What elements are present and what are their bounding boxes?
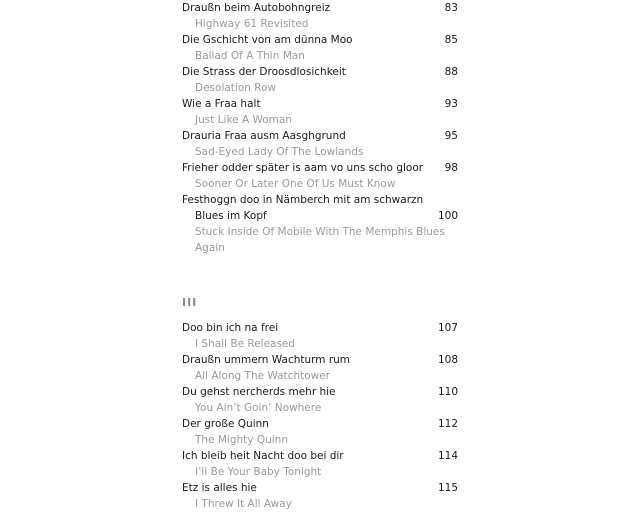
toc-entry-title-row: [182, 0, 458, 16]
toc-entry-title: Wie a Fraa halt: [182, 98, 261, 110]
toc-entry-title-line2: Blues im Kopf: [195, 210, 267, 222]
toc-entry[interactable]: [182, 32, 458, 64]
toc-entry-title-row: [182, 128, 458, 144]
toc-entry[interactable]: [182, 480, 458, 512]
toc-entry-title: Die Gschicht von am dünna Moo: [182, 34, 353, 46]
toc-entry-original-title: I Shall Be Released: [195, 338, 296, 350]
toc-entry-original-title: The Mighty Quinn: [195, 434, 288, 446]
toc-entry-original-title: Stuck Inside Of Mobile With The Memphis Blues Again: [195, 226, 445, 254]
toc-entry-long[interactable]: [182, 192, 458, 256]
toc-entry-page-number: 110: [437, 386, 458, 398]
toc-entry-title: Doo bin ich na frei: [182, 322, 279, 334]
toc-entry-title: Drauria Fraa ausm Aasghgrund: [182, 130, 346, 142]
toc-entry[interactable]: [182, 384, 458, 416]
toc-entry-original-title: I Threw It All Away: [195, 498, 292, 510]
toc-entry-original-title: All Along The Watchtower: [195, 370, 330, 382]
toc-entry-page-number: 108: [437, 354, 458, 366]
toc-entry-page-number: 98: [444, 162, 458, 174]
toc-entry-original-title: I’ll Be Your Baby Tonight: [195, 466, 322, 478]
toc-entry-title: Die Strass der Droosdlosichkeit: [182, 66, 346, 78]
toc-entry-title-row: [182, 352, 458, 368]
toc-entry-original-title: Highway 61 Revisited: [195, 18, 309, 30]
toc-entry-original-title: Sad-Eyed Lady Of The Lowlands: [195, 146, 364, 158]
toc-entry-original-title: Desolation Row: [195, 82, 277, 94]
toc-entry-page-number: 115: [437, 482, 458, 494]
toc-entry[interactable]: [182, 96, 458, 128]
toc-entry-title-row: [182, 320, 458, 336]
toc-entry-page-number: 112: [437, 418, 458, 430]
toc-entry-title: Etz is alles hie: [182, 482, 257, 494]
toc-entry-title-row: [182, 192, 458, 208]
toc-entry-page-number: 95: [444, 130, 458, 142]
toc-entry-original-title: You Ain’t Goin’ Nowhere: [195, 402, 322, 414]
toc-entry-page-number: 114: [437, 450, 458, 462]
toc-entry-page-number: 85: [444, 34, 458, 46]
toc-entry-page-number: 100: [437, 210, 458, 222]
toc-entry-title: Frieher odder später is aam vo uns scho gloor: [182, 162, 424, 174]
toc-entry-title: Ich bleib heit Nacht doo bei dir: [182, 450, 344, 462]
toc-entry-title: Der große Quinn: [182, 418, 269, 430]
toc-entry[interactable]: [182, 128, 458, 160]
toc-entry-title-row: [182, 96, 458, 112]
toc-entry[interactable]: [182, 320, 458, 352]
toc-entry[interactable]: [182, 352, 458, 384]
toc-entry-page-number: 107: [437, 322, 458, 334]
toc-entry[interactable]: [182, 416, 458, 448]
toc-entry-page-number: 93: [444, 98, 458, 110]
toc-entry-title: Draußn beim Autobohngreiz: [182, 2, 331, 14]
toc-entry[interactable]: [182, 448, 458, 480]
toc-entry-page-number: 88: [444, 66, 458, 78]
toc-entry-title-row-continued: [182, 208, 458, 224]
toc-entry[interactable]: [182, 0, 458, 32]
table-of-contents: [182, 0, 458, 512]
toc-entry[interactable]: [182, 160, 458, 192]
toc-entry-title: Du gehst nercherds mehr hie: [182, 386, 336, 398]
toc-entry-title-row: [182, 384, 458, 400]
toc-entry-title-row: [182, 160, 458, 176]
toc-entry-title-line1: Festhoggn doo in Nämberch mit am schwarzn: [182, 194, 424, 206]
toc-entry-title-row: [182, 480, 458, 496]
toc-entry-title-row: [182, 448, 458, 464]
toc-entry-title-row: [182, 32, 458, 48]
toc-entry[interactable]: [182, 64, 458, 96]
section-heading: III: [182, 296, 198, 309]
toc-entry-original-title: Sooner Or Later One Of Us Must Know: [195, 178, 396, 190]
toc-entry-original-title: Ballad Of A Thin Man: [195, 50, 305, 62]
toc-entry-title-row: [182, 416, 458, 432]
toc-entry-page-number: 83: [444, 2, 458, 14]
toc-entry-original-title: Just Like A Woman: [195, 114, 292, 126]
toc-entry-title-row: [182, 64, 458, 80]
toc-entry-title: Draußn ummern Wachturm rum: [182, 354, 351, 366]
